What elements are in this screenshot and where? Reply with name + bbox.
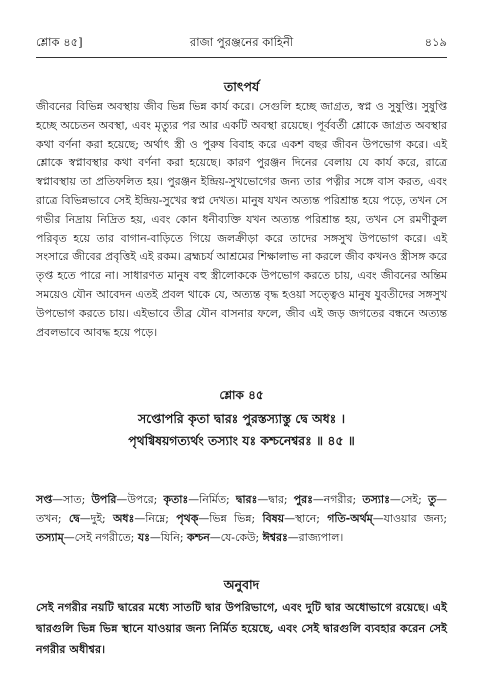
translation-body: সেই নগরীর নয়টি দ্বারের মধ্যে সাতটি দ্বার উপরিভাগে, এবং দুটি দ্বার অধোভাগে রয়েছে। এই দ্বারগুলি ভিন্ন ভিন্ন স্থানে যাওয়ার জন্য নির্মিত হয়েছে, এবং সেই দ্বারগুলি ব্যবহার করেন সেই নগরীর অধীশ্বর।	[36, 600, 447, 656]
synonym-term: কৃতাঃ	[163, 493, 189, 506]
synonym-term: দ্বে	[68, 512, 80, 525]
synonym-term: অধঃ	[113, 512, 135, 525]
synonym-term: গতি-অর্থম্	[327, 512, 373, 525]
header-page-number: ৪১৯	[424, 35, 447, 49]
synonym-meaning: স্থানে	[294, 512, 317, 525]
synonym-meaning: যাওয়ার জন্য	[383, 512, 444, 525]
synonym-term: ঈশ্বরঃ	[262, 531, 288, 544]
synonym-meaning: নিম্নে	[145, 512, 166, 525]
synonym-term: পৃথক্	[176, 512, 199, 525]
synonym-term: সপ্ত	[36, 493, 53, 506]
synonym-term: বিষয়	[262, 512, 285, 525]
synonym-meaning: নির্মিত	[199, 493, 227, 506]
verse-heading: শ্লোক ৪৫	[219, 388, 264, 402]
header-chapter-title: রাজা পুরঞ্জনের কাহিনী	[189, 35, 294, 49]
synonym-term: তস্যাঃ	[362, 493, 390, 506]
synonym-term: কশ্চন	[186, 531, 210, 544]
synonym-meaning: উপরে	[127, 493, 154, 506]
sanskrit-verse	[36, 408, 447, 452]
synonym-term: পুরঃ	[293, 493, 313, 506]
synonym-meaning: দ্বার	[268, 493, 284, 506]
purport-heading: তাৎপর্য	[223, 79, 260, 94]
synonym-meaning: সেই নগরীতে	[74, 531, 131, 544]
synonym-meaning: যে-কেউ	[220, 531, 256, 544]
header-verse-ref: শ্লোক ৪৫]	[36, 35, 83, 49]
synonym-meaning: তখন	[36, 512, 58, 525]
synonym-term: তস্যাম্	[36, 531, 64, 544]
synonym-meaning: যিনি	[160, 531, 180, 544]
word-for-word-synonyms: সপ্ত—সাত; উপরি—উপরে; কৃতাঃ—নির্মিত; দ্বারঃ—দ্বার; পুরঃ—নগরীর; তস্যাঃ—সেই; তু—তখন; দ্বে—দুই; অধঃ—নিম্নে; পৃথক্—ভিন্ন ভিন্ন; বিষয়—স্থানে; গতি-অর্থম্—যাওয়ার জন্য; তস্যাম্—সেই নগরীতে; যঃ—যিনি; কশ্চন—যে-কেউ; ঈশ্বরঃ—রাজ্যপাল।	[36, 493, 447, 544]
synonym-term: যঃ	[137, 531, 150, 544]
running-header	[36, 32, 447, 52]
synonym-meaning: সাত	[63, 493, 82, 506]
synonym-term: দ্বারঃ	[235, 493, 258, 506]
synonym-meaning: ভিন্ন ভিন্ন	[209, 512, 252, 525]
verse-line: সপ্তোপরি কৃতা দ্বারঃ পুরস্তস্যাস্তু দ্বে অধঃ ।	[137, 411, 346, 426]
header-divider	[36, 57, 447, 58]
translation-heading: অনুবাদ	[223, 577, 260, 592]
synonym-term: তু	[427, 493, 437, 506]
synonym-meaning: সেই	[400, 493, 419, 506]
verse-line: পৃথগ্বিষয়গত্যর্থং তস্যাং যঃ কশ্চনেশ্বরঃ ॥ ৪৫ ॥	[128, 433, 355, 448]
synonym-meaning: রাজ্যপাল	[298, 531, 340, 544]
synonym-term: উপরি	[91, 493, 117, 506]
synonym-meaning: নগরীর	[323, 493, 353, 506]
purport-body: জীবনের বিভিন্ন অবস্থায় জীব ভিন্ন ভিন্ন কার্য করে। সেগুলি হচ্ছে জাগ্রত, স্বপ্ন ও সুষুপ্তি। সুষুপ্তি হচ্ছে অচেতন অবস্থা, এবং মৃত্যুর পর আর একটি অবস্থা রয়েছে। পূর্ববর্তী শ্লোকে জাগ্রত অবস্থার কথা বর্ণনা করা হয়েছে; অর্থাৎ স্ত্রী ও পুরুষ বিবাহ করে একশ বছর জীবন উপভোগ করে। এই শ্লোকে স্বপ্নাবস্থার কথা বর্ণনা করা হয়েছে। কারণ পুরঞ্জন দিনের বেলায় যে কার্য করে, রাত্রে স্বপ্নাবস্থায় তা প্রতিফলিত হয়। পুরঞ্জন ইন্দ্রিয়-সুখভোগের জন্য তার পত্নীর সঙ্গে বাস করত, এবং রাত্রে বিভিন্নভাবে সেই ইন্দ্রিয়-সুখের স্বপ্ন দেখত। মানুষ যখন অত্যন্ত পরিশ্রান্ত হয়ে পড়ে, তখন সে গভীর নিদ্রায় নিদ্রিত হয়, এবং কোন ধনীব্যক্তি যখন অত্যন্ত পরিশ্রান্ত হয়, তখন সে রমণীকুল পরিবৃত হয়ে তার বাগান-বাড়িতে গিয়ে জলক্রীড়া করে তাদের সঙ্গসুখ উপভোগ করে। এই সংসারে জীবের প্রবৃত্তিই এই রকম। ব্রহ্মচর্য আশ্রমের শিক্ষালাভ না করলে জীব কখনও স্ত্রীসঙ্গ করে তৃপ্ত হতে পারে না। সাধারণত মানুষ বহু স্ত্রীলোককে উপভোগ করতে চায়, এবং জীবনের অন্তিম সময়েও যৌন আবেদন এতই প্রবল থাকে যে, অত্যন্ত বৃদ্ধ হওয়া সত্ত্বেও মানুষ যুবতীদের সঙ্গসুখ উপভোগ করতে চায়। এইভাবে তীব্র যৌন বাসনার ফলে, জীব এই জড় জগতের বন্ধনে অত্যন্ত প্রবলভাবে আবদ্ধ হয়ে পড়ে।	[36, 100, 447, 339]
synonym-meaning: দুই	[90, 512, 102, 525]
